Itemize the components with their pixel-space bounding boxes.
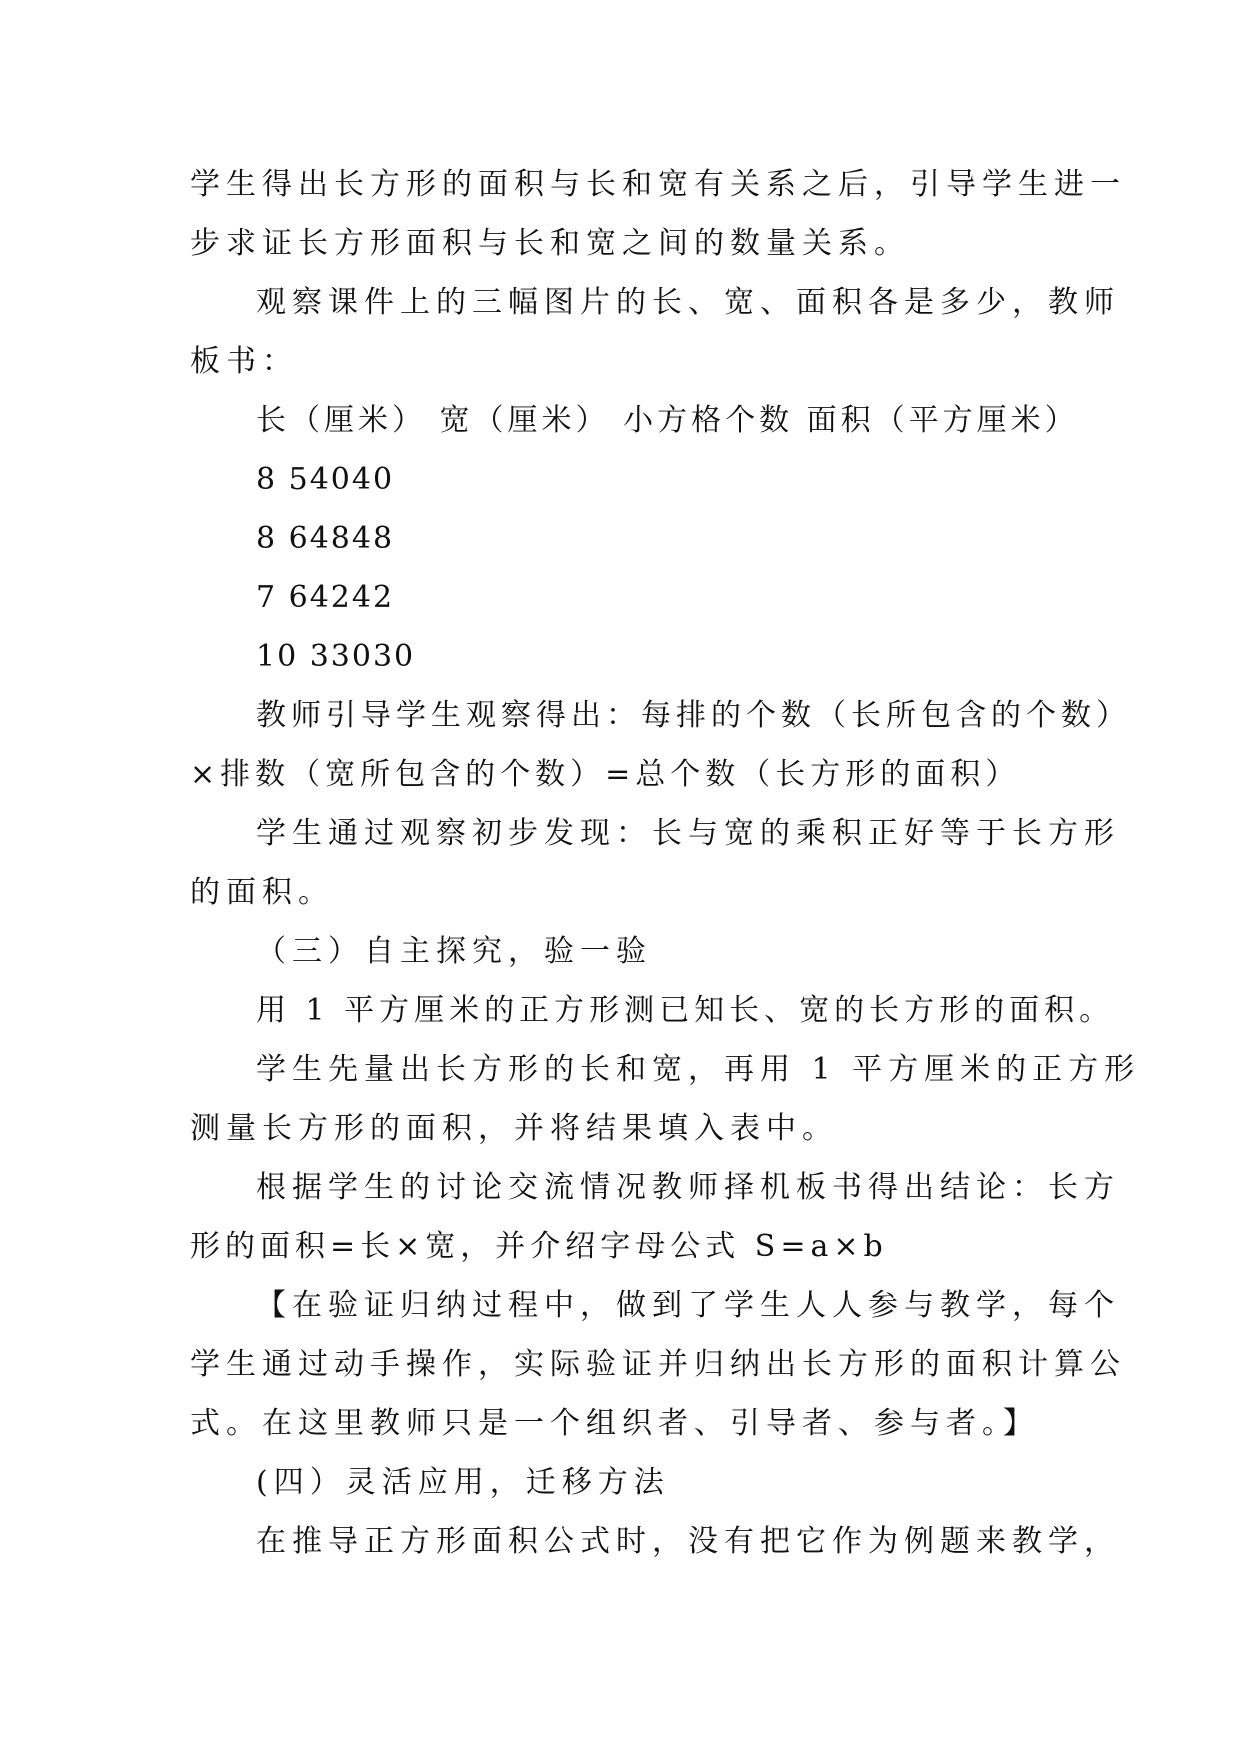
paragraph-line: 教师引导学生观察得出：每排的个数（长所包含的个数） bbox=[256, 698, 1131, 733]
table-row-line: 7 64242 bbox=[256, 580, 395, 615]
paragraph-line: 观察课件上的三幅图片的长、宽、面积各是多少，教师 bbox=[256, 285, 1120, 320]
paragraph-line: 的面积。 bbox=[190, 875, 334, 910]
table-header-line: 长（厘米） 宽（厘米） 小方格个数 面积（平方厘米） bbox=[256, 403, 1079, 438]
section-heading: （三）自主探究，验一验 bbox=[256, 934, 652, 969]
paragraph-line: 在推导正方形面积公式时，没有把它作为例题来教学， bbox=[256, 1524, 1120, 1559]
paragraph-line: 学生得出长方形的面积与长和宽有关系之后，引导学生进一 bbox=[190, 167, 1126, 202]
table-row-line: 10 33030 bbox=[256, 639, 416, 674]
paragraph-line: 形的面积=长×宽，并介绍字母公式 S=a×b bbox=[190, 1229, 888, 1264]
paragraph-line: 步求证长方形面积与长和宽之间的数量关系。 bbox=[190, 226, 910, 261]
paragraph-line: 根据学生的讨论交流情况教师择机板书得出结论：长方 bbox=[256, 1170, 1120, 1205]
paragraph-line: 学生通过观察初步发现：长与宽的乘积正好等于长方形 bbox=[256, 816, 1120, 851]
table-row-line: 8 54040 bbox=[256, 462, 395, 497]
paragraph-line: 式。在这里教师只是一个组织者、引导者、参与者。】 bbox=[190, 1406, 1039, 1441]
table-row-line: 8 64848 bbox=[256, 521, 395, 556]
paragraph-line: 学生通过动手操作，实际验证并归纳出长方形的面积计算公 bbox=[190, 1347, 1126, 1382]
paragraph-line: 用 1 平方厘米的正方形测已知长、宽的长方形的面积。 bbox=[256, 993, 1115, 1028]
section-heading: (四）灵活应用，迁移方法 bbox=[256, 1465, 670, 1500]
paragraph-line: 测量长方形的面积，并将结果填入表中。 bbox=[190, 1111, 838, 1146]
paragraph-line: 板书： bbox=[190, 344, 298, 379]
paragraph-line: ×排数（宽所包含的个数）=总个数（长方形的面积） bbox=[190, 757, 1021, 792]
paragraph-line: 学生先量出长方形的长和宽，再用 1 平方厘米的正方形 bbox=[256, 1052, 1141, 1087]
paragraph-line: 【在验证归纳过程中，做到了学生人人参与教学，每个 bbox=[256, 1288, 1120, 1323]
